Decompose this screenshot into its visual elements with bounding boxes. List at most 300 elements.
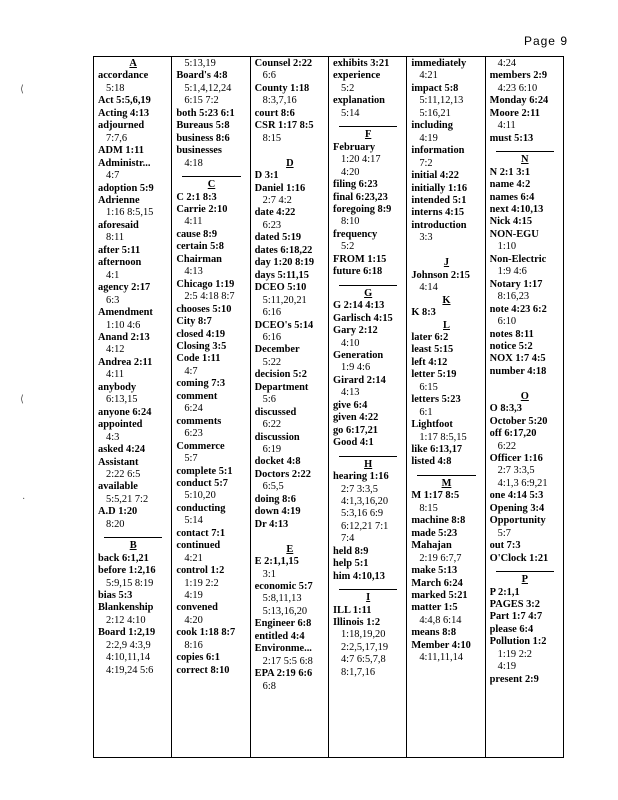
index-pages: 2:7 3:3,5 — [497, 465, 535, 477]
section-letter: D — [286, 157, 294, 169]
index-entry: Acting 4:13 — [98, 107, 150, 119]
index-entry: final 6:23,23 — [332, 191, 388, 203]
index-entry: Part 1:7 4:7 — [489, 611, 543, 623]
index-entry: convened — [176, 602, 218, 614]
index-entry: marked 5:21 — [411, 590, 468, 602]
section-rule — [104, 531, 162, 538]
index-entry: Lightfoot — [411, 419, 453, 431]
index-pages: 2:7 4:2 — [262, 194, 292, 206]
index-entry: filing 6:23 — [332, 179, 378, 191]
index-column — [172, 57, 250, 757]
index-entry: docket 4:8 — [254, 456, 301, 468]
index-entry: Non-Electric — [489, 253, 547, 265]
section-letter: F — [364, 129, 372, 141]
index-entry: O'Clock 1:21 — [489, 552, 549, 564]
index-entry: G 2:14 4:13 — [332, 300, 385, 312]
index-pages: 4:11 — [497, 120, 516, 132]
index-entry: Member 4:10 — [411, 639, 471, 651]
index-entry: closed 4:19 — [176, 328, 226, 340]
section-rule — [496, 145, 554, 152]
index-entry: cook 1:18 8:7 — [176, 627, 236, 639]
index-entry: experience — [332, 70, 381, 82]
margin-mark: · — [22, 494, 26, 505]
index-entry: next 4:10,13 — [489, 203, 544, 215]
index-entry: future 6:18 — [332, 266, 383, 278]
section-letter: G — [364, 287, 373, 299]
index-entry: adoption 5:9 — [98, 182, 154, 194]
index-entry: FROM 1:15 — [332, 253, 387, 265]
section-letter: H — [364, 458, 373, 470]
section-letter: J — [443, 257, 450, 269]
index-pages: 4:13 — [340, 387, 360, 399]
index-pages: 5:13,19 — [184, 58, 216, 69]
index-entry: businesses — [176, 145, 222, 157]
index-entry: must 5:13 — [489, 132, 534, 144]
index-entry: court 8:6 — [254, 107, 295, 119]
index-entry: notes 8:11 — [489, 328, 534, 340]
index-entry: made 5:23 — [411, 527, 458, 539]
index-entry: Assistant — [98, 456, 139, 468]
index-entry: him 4:10,13 — [332, 570, 385, 582]
index-entry: Carrie 2:10 — [176, 203, 228, 215]
index-pages: 8:15 — [262, 132, 282, 144]
index-pages: 2:19 6:7,7 — [419, 552, 462, 564]
index-entry: foregoing 8:9 — [332, 203, 392, 215]
word-index-table — [93, 56, 564, 758]
index-entry: entitled 4:4 — [254, 630, 305, 642]
index-entry: continued — [176, 540, 221, 552]
index-entry: O 8:3,3 — [489, 403, 522, 415]
index-pages: 5:5,21 7:2 — [106, 493, 149, 505]
index-entry: City 8:7 — [176, 316, 212, 328]
index-entry: PAGES 3:2 — [489, 599, 540, 611]
index-entry: Officer 1:16 — [489, 453, 543, 465]
index-entry: Illinois 1:2 — [332, 617, 381, 629]
index-entry: December — [254, 344, 300, 356]
index-entry: hearing 1:16 — [332, 471, 389, 483]
index-pages: 1:18,19,20 — [340, 629, 386, 641]
index-pages: 5:8,11,13 — [262, 593, 302, 605]
index-pages: 2:7 3:3,5 — [340, 483, 378, 495]
index-entry: Administr... — [98, 157, 151, 169]
index-pages: 5:9,15 8:19 — [106, 577, 154, 589]
index-entry: present 2:9 — [489, 673, 539, 685]
index-entry: copies 6:1 — [176, 652, 220, 664]
spacer — [255, 145, 325, 157]
index-entry: comment — [176, 390, 218, 402]
index-entry: later 6:2 — [411, 331, 449, 343]
index-pages: 5:3,16 6:9 — [340, 508, 384, 520]
index-pages: 4:20 — [184, 614, 203, 626]
section-letter: B — [129, 540, 137, 552]
section-letter: P — [521, 574, 528, 586]
index-pages: 4:21 — [419, 70, 438, 82]
section-rule — [182, 170, 240, 177]
index-column — [407, 57, 485, 757]
index-entry: name 4:2 — [489, 179, 531, 191]
index-pages: 1:9 4:6 — [340, 362, 371, 374]
index-entry: Board's 4:8 — [176, 70, 228, 82]
index-entry: C 2:1 8:3 — [176, 191, 217, 203]
index-entry: Anand 2:13 — [98, 331, 150, 343]
index-entry: left 4:12 — [411, 356, 448, 368]
index-entry: Code 1:11 — [176, 353, 221, 365]
index-entry: days 5:11,15 — [254, 269, 309, 281]
page-number: Page 9 — [523, 34, 568, 48]
index-pages: 4:13 — [184, 266, 203, 278]
index-pages: 5:16,21 — [419, 107, 451, 119]
index-entry: coming 7:3 — [176, 378, 226, 390]
index-pages: 1:19 2:2 — [497, 648, 532, 660]
index-entry: Closing 3:5 — [176, 340, 227, 352]
index-entry: please 6:4 — [489, 623, 534, 635]
section-rule — [417, 469, 475, 476]
index-entry: initially 1:16 — [411, 182, 468, 194]
index-pages: 8:3,7,16 — [262, 95, 297, 107]
section-rule — [339, 450, 397, 457]
index-pages: 4:1,3,16,20 — [340, 495, 389, 507]
index-entry: Monday 6:24 — [489, 95, 549, 107]
index-pages: 4:10 — [340, 337, 360, 349]
index-pages: 6:23 — [184, 428, 203, 440]
index-pages: 4:19,24 5:6 — [106, 664, 154, 676]
index-entry: P 2:1,1 — [489, 586, 520, 598]
index-entry: A.D 1:20 — [98, 506, 138, 518]
index-pages: 3:1 — [262, 568, 276, 580]
index-pages: 2:5 4:18 8:7 — [184, 291, 235, 303]
index-entry: aforesaid — [98, 219, 139, 231]
index-entry: K 8:3 — [411, 307, 436, 319]
index-pages: 8:11 — [106, 232, 125, 244]
index-pages: 1:17 8:5,15 — [419, 431, 467, 443]
index-entry: Bureaus 5:8 — [176, 120, 230, 132]
index-entry: matter 1:5 — [411, 602, 458, 614]
index-entry: Counsel 2:22 — [254, 58, 313, 69]
index-pages: 2:2,5,17,19 — [340, 641, 389, 653]
index-pages: 3:3 — [419, 232, 433, 244]
index-entry: discussion — [254, 431, 300, 443]
margin-mark: ⟨ — [20, 394, 24, 405]
index-pages: 1:20 4:17 — [340, 154, 381, 166]
index-pages: 6:22 — [262, 419, 282, 431]
index-column — [329, 57, 407, 757]
index-entry: explanation — [332, 95, 385, 107]
index-pages: 1:9 4:6 — [497, 266, 527, 278]
index-entry: number 4:18 — [489, 365, 547, 377]
index-pages: 4:1,3 6:9,21 — [497, 477, 548, 489]
index-pages: 4:11 — [184, 216, 203, 228]
index-entry: accordance — [98, 70, 149, 82]
index-pages: 5:6 — [262, 394, 276, 406]
index-entry: Amendment — [98, 307, 153, 319]
index-pages: 4:19 — [184, 590, 203, 602]
index-pages: 5:14 — [340, 107, 360, 119]
index-entry: DCEO's 5:14 — [254, 319, 314, 331]
index-entry: one 4:14 5:3 — [489, 490, 544, 502]
index-entry: date 4:22 — [254, 207, 296, 219]
index-entry: make 5:13 — [411, 565, 458, 577]
index-pages: 4:23 6:10 — [497, 82, 538, 94]
index-entry: like 6:13,17 — [411, 444, 463, 456]
index-entry: conducting — [176, 502, 226, 514]
index-entry: M 1:17 8:5 — [411, 490, 460, 502]
index-pages: 6:3 — [106, 294, 120, 306]
index-pages: 5:22 — [262, 356, 282, 368]
index-entry: Dr 4:13 — [254, 518, 289, 530]
index-entry: Board 1:2,19 — [98, 627, 156, 639]
index-entry: introduction — [411, 219, 467, 231]
index-pages: 4:21 — [184, 552, 203, 564]
index-entry: members 2:9 — [489, 70, 548, 82]
index-entry: Commerce — [176, 440, 225, 452]
index-pages: 6:8 — [262, 680, 276, 692]
index-pages: 5:2 — [340, 82, 355, 94]
index-pages: 6:1 — [419, 406, 433, 418]
index-entry: Girard 2:14 — [332, 374, 386, 386]
index-entry: bias 5:3 — [98, 590, 133, 602]
index-pages: 5:10,20 — [184, 490, 216, 502]
index-entry: Opportunity — [489, 515, 546, 527]
index-entry: dated 5:19 — [254, 232, 302, 244]
index-entry: Engineer 6:8 — [254, 618, 312, 630]
index-pages: 6:12,21 7:1 — [340, 520, 389, 532]
index-pages: 6:10 — [497, 316, 517, 328]
section-letter: I — [366, 592, 371, 604]
spacer — [255, 531, 325, 543]
index-entry: business 8:6 — [176, 132, 230, 144]
index-entry: October 5:20 — [489, 415, 548, 427]
index-column — [251, 57, 329, 757]
index-entry: Moore 2:11 — [489, 107, 540, 119]
index-entry: Environme... — [254, 643, 312, 655]
index-entry: control 1:2 — [176, 565, 225, 577]
index-entry: least 5:15 — [411, 344, 454, 356]
spacer — [490, 378, 560, 390]
section-letter: M — [441, 477, 452, 489]
index-pages: 4:7 — [106, 170, 120, 182]
index-pages: 7:7,6 — [106, 132, 128, 144]
index-entry: Daniel 1:16 — [254, 182, 306, 194]
index-pages: 8:16 — [184, 639, 203, 651]
index-entry: information — [411, 145, 465, 157]
section-rule — [339, 120, 397, 127]
index-pages: 4:7 6:5,7,8 — [340, 654, 386, 666]
index-pages: 1:10 4:6 — [106, 319, 141, 331]
index-pages: 8:1,7,16 — [340, 666, 376, 678]
index-entry: Johnson 2:15 — [411, 269, 470, 281]
index-entry: Gary 2:12 — [332, 325, 378, 337]
index-entry: D 3:1 — [254, 170, 279, 182]
spacer — [411, 245, 481, 257]
index-pages: 4:7 — [184, 365, 198, 377]
index-pages: 5:2 — [340, 241, 355, 253]
index-pages: 5:11,20,21 — [262, 294, 307, 306]
index-entry: ILL 1:11 — [332, 604, 372, 616]
index-entry: including — [411, 120, 453, 132]
index-entry: letter 5:19 — [411, 369, 457, 381]
section-letter: O — [520, 390, 529, 402]
index-pages: 4:4,8 6:14 — [419, 614, 462, 626]
margin-mark: ⟨ — [20, 84, 24, 95]
index-entry: Chicago 1:19 — [176, 278, 235, 290]
index-pages: 6:22 — [497, 440, 517, 452]
index-entry: machine 8:8 — [411, 515, 466, 527]
index-entry: DCEO 5:10 — [254, 282, 307, 294]
index-pages: 6:15 7:2 — [184, 95, 219, 107]
index-entry: appointed — [98, 419, 143, 431]
index-entry: ADM 1:11 — [98, 145, 144, 157]
index-entry: give 6:4 — [332, 399, 368, 411]
index-entry: March 6:24 — [411, 577, 463, 589]
index-entry: NON-EGU — [489, 228, 539, 240]
index-entry: down 4:19 — [254, 506, 301, 518]
index-entry: decision 5:2 — [254, 369, 307, 381]
section-letter: A — [129, 58, 137, 69]
index-entry: Blankenship — [98, 602, 154, 614]
index-entry: immediately — [411, 58, 467, 69]
index-entry: NOX 1:7 4:5 — [489, 353, 546, 365]
index-pages: 6:19 — [262, 444, 282, 456]
index-entry: listed 4:8 — [411, 456, 452, 468]
index-entry: afternoon — [98, 257, 142, 269]
index-pages: 4:3 — [106, 431, 120, 443]
index-entry: dates 6:18,22 — [254, 244, 313, 256]
index-entry: go 6:17,21 — [332, 424, 379, 436]
index-pages: 5:18 — [106, 82, 125, 94]
index-pages: 8:15 — [419, 502, 438, 514]
index-entry: notice 5:2 — [489, 340, 533, 352]
index-pages: 2:17 5:5 6:8 — [262, 655, 313, 667]
index-entry: N 2:1 3:1 — [489, 166, 531, 178]
section-letter: C — [207, 179, 216, 191]
index-entry: asked 4:24 — [98, 444, 146, 456]
section-letter: L — [443, 319, 450, 331]
index-entry: Chairman — [176, 253, 222, 265]
index-entry: held 8:9 — [332, 545, 369, 557]
index-entry: day 1:20 8:19 — [254, 257, 315, 269]
index-entry: E 2:1,1,15 — [254, 556, 299, 568]
index-entry: given 4:22 — [332, 412, 379, 424]
index-pages: 2:22 6:5 — [106, 468, 141, 480]
section-rule — [339, 279, 397, 286]
index-pages: 6:13,15 — [106, 394, 138, 406]
index-pages: 6:16 — [262, 307, 282, 319]
index-entry: Pollution 1:2 — [489, 636, 547, 648]
index-entry: County 1:18 — [254, 82, 310, 94]
index-column — [94, 57, 172, 757]
index-entry: comments — [176, 415, 222, 427]
index-entry: back 6:1,21 — [98, 552, 149, 564]
index-entry: certain 5:8 — [176, 241, 224, 253]
index-pages: 5:7 — [497, 527, 511, 539]
index-pages: 1:19 2:2 — [184, 577, 219, 589]
index-entry: Opening 3:4 — [489, 502, 545, 514]
index-entry: complete 5:1 — [176, 465, 233, 477]
index-entry: contact 7:1 — [176, 527, 226, 539]
index-pages: 2:12 4:10 — [106, 614, 146, 626]
index-column — [486, 57, 563, 757]
index-pages: 4:19 — [497, 661, 517, 673]
index-pages: 4:24 — [497, 58, 517, 69]
section-letter: K — [442, 294, 451, 306]
index-entry: after 5:11 — [98, 244, 141, 256]
index-entry: Notary 1:17 — [489, 278, 543, 290]
index-pages: 2:2,9 4:3,9 — [106, 639, 151, 651]
index-pages: 6:6 — [262, 70, 276, 82]
index-entry: interns 4:15 — [411, 207, 465, 219]
index-entry: off 6:17,20 — [489, 428, 537, 440]
index-entry: frequency — [332, 228, 378, 240]
index-entry: cause 8:9 — [176, 228, 218, 240]
index-pages: 5:11,12,13 — [419, 95, 464, 107]
index-entry: Department — [254, 381, 309, 393]
index-entry: out 7:3 — [489, 540, 521, 552]
index-entry: help 5:1 — [332, 558, 369, 570]
index-entry: Nick 4:15 — [489, 216, 533, 228]
index-entry: economic 5:7 — [254, 581, 313, 592]
index-entry: Garlisch 4:15 — [332, 312, 393, 324]
index-entry: initial 4:22 — [411, 170, 459, 182]
index-pages: 5:14 — [184, 515, 203, 527]
index-pages: 4:19 — [419, 132, 438, 144]
index-pages: 6:24 — [184, 403, 203, 415]
index-entry: Mahajan — [411, 540, 452, 552]
index-entry: EPA 2:19 6:6 — [254, 668, 313, 680]
index-pages: 5:1,4,12,24 — [184, 82, 232, 94]
index-pages: 8:16,23 — [497, 291, 530, 303]
index-pages: 5:7 — [184, 453, 198, 465]
index-pages: 7:4 — [340, 533, 355, 545]
index-entry: agency 2:17 — [98, 282, 151, 294]
index-entry: Good 4:1 — [332, 437, 374, 449]
index-entry: Act 5:5,6,19 — [98, 95, 151, 107]
index-pages: 5:13,16,20 — [262, 605, 308, 617]
index-entry: discussed — [254, 406, 297, 418]
index-pages: 6:5,5 — [262, 481, 284, 493]
index-pages: 4:20 — [340, 166, 360, 178]
index-entry: intended 5:1 — [411, 194, 467, 206]
index-entry: impact 5:8 — [411, 82, 459, 94]
index-pages: 4:14 — [419, 282, 438, 294]
index-entry: note 4:23 6:2 — [489, 303, 547, 315]
index-pages: 4:1 — [106, 269, 120, 281]
index-entry: doing 8:6 — [254, 493, 296, 505]
index-pages: 8:10 — [340, 216, 360, 228]
index-pages: 4:10,11,14 — [106, 652, 151, 664]
index-pages: 1:10 — [497, 241, 517, 253]
index-pages: 6:16 — [262, 331, 282, 343]
index-entry: Adrienne — [98, 194, 140, 206]
index-entry: Generation — [332, 349, 384, 361]
index-entry: adjourned — [98, 120, 145, 132]
section-rule — [339, 583, 397, 590]
index-entry: letters 5:23 — [411, 394, 461, 406]
index-pages: 6:15 — [419, 381, 438, 393]
index-entry: anybody — [98, 381, 137, 393]
index-pages: 1:16 8:5,15 — [106, 207, 154, 219]
index-pages: 4:18 — [184, 157, 203, 169]
index-entry: correct 8:10 — [176, 664, 230, 676]
index-entry: CSR 1:17 8:5 — [254, 120, 314, 132]
section-rule — [496, 565, 554, 572]
index-pages: 7:2 — [419, 157, 433, 169]
index-entry: chooses 5:10 — [176, 303, 232, 315]
section-letter: N — [521, 154, 529, 166]
index-entry: anyone 6:24 — [98, 406, 152, 418]
index-entry: exhibits 3:21 — [332, 58, 390, 69]
index-pages: 4:12 — [106, 344, 125, 356]
index-pages: 8:20 — [106, 518, 125, 530]
